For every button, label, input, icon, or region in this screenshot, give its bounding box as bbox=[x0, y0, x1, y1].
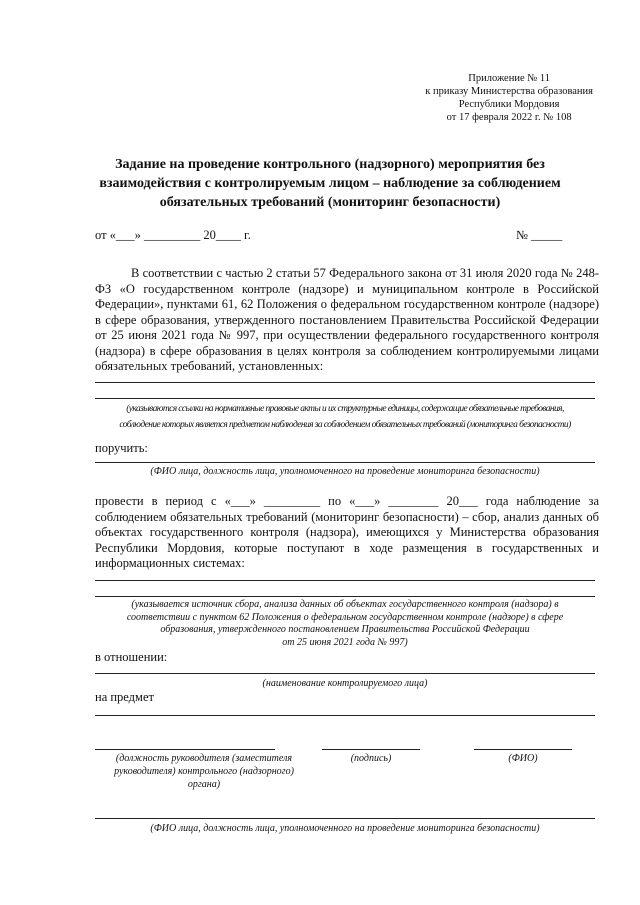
fill-line bbox=[95, 382, 595, 383]
appendix-line-1: Приложение № 11 bbox=[468, 73, 550, 84]
subject-label: на предмет bbox=[95, 690, 154, 704]
fill-line bbox=[95, 462, 595, 463]
assign-label: поручить: bbox=[95, 441, 148, 455]
fill-line bbox=[95, 715, 595, 716]
caption-requirements bbox=[95, 401, 595, 433]
date-field: от «___» _________ 20____ г. bbox=[95, 228, 251, 242]
caption-fio: (ФИО) bbox=[508, 753, 538, 764]
caption-position-line-1: (должность руководителя (заместителя bbox=[115, 753, 293, 764]
paragraph-period: провести в период с «___» _________ по «___» ________ 20___ года наблюдение за соблюдением обязательных требований (мониторинг безопасности) – сбор, анализ данных об объектах государственного контроля (надзора), имеющихся у Министерства образования Республики Мордовия, которые поступают в ходе размещения в государственных и информационных системах: bbox=[95, 494, 599, 570]
title-line-3: обязательных требований (мониторинг безопасности) bbox=[159, 195, 501, 210]
appendix-line-2: к приказу Министерства образования bbox=[425, 86, 593, 97]
paragraph-legal-basis: В соответствии с частью 2 статьи 57 Федерального закона от 31 июля 2020 года № 248-ФЗ «О государственном контроле (надзоре) и муниципальном контроле в Российской Федерации», пунктами 61, 62 Положения о федеральном государственном контроле (надзоре) в сфере образования, утвержденного постановлением Правительства Российской Федерации от 25 июня 2021 года № 997, при осуществлении федерального государственного контроля (надзора) в сфере образования в целях контроля за соблюдением контролируемыми лицами обязательных требований, установленных: bbox=[95, 266, 599, 373]
document-title bbox=[60, 155, 600, 212]
caption-requirements-line-1: (указываются ссылки на нормативные правовые акты и их структурные единицы, содержащие обязательные требования, bbox=[126, 404, 564, 414]
signature-line-position bbox=[95, 749, 275, 750]
fill-line bbox=[95, 398, 595, 399]
caption-sign: (подпись) bbox=[350, 753, 392, 764]
caption-controlled-entity: (наименование контролируемого лица) bbox=[262, 678, 428, 689]
caption-position bbox=[95, 752, 313, 791]
caption-position-line-3: органа) bbox=[187, 779, 221, 790]
appendix-line-3: Республики Мордовия bbox=[458, 99, 560, 110]
signature-line-sign bbox=[322, 749, 420, 750]
caption-source bbox=[95, 599, 595, 649]
appendix-header bbox=[425, 72, 593, 124]
fill-line bbox=[95, 818, 595, 819]
caption-source-line-4: от 25 июня 2021 года № 997) bbox=[282, 636, 408, 648]
caption-source-line-2: соответствии с пунктом 62 Положения о федеральном государственном контроле (надзоре) в сфере bbox=[126, 611, 564, 623]
fill-line bbox=[95, 580, 595, 581]
caption-requirements-line-2: соблюдение которых является предметом наблюдения за соблюдением обязательных требований (мониторинга безопасности) bbox=[119, 420, 571, 430]
title-line-2: взаимодействия с контролируемым лицом – наблюдение за соблюдением bbox=[99, 176, 561, 191]
caption-person-2: (ФИО лица, должность лица, уполномоченного на проведение мониторинга безопасности) bbox=[150, 823, 540, 834]
signature-line-fio bbox=[474, 749, 572, 750]
regarding-label: в отношении: bbox=[95, 650, 168, 664]
number-field: № _____ bbox=[516, 228, 563, 242]
title-line-1: Задание на проведение контрольного (надзорного) мероприятия без bbox=[115, 157, 545, 172]
caption-source-line-1: (указывается источник сбора, анализа данных об объектах государственного контроля (надзора) в bbox=[131, 599, 559, 610]
fill-line bbox=[95, 673, 595, 674]
fill-line bbox=[95, 596, 595, 597]
caption-position-line-2: руководителя) контрольного (надзорного) bbox=[114, 766, 294, 777]
appendix-line-4: от 17 февраля 2022 г. № 108 bbox=[446, 112, 572, 123]
caption-source-line-3: образования, утвержденного постановлением Правительства Российской Федерации bbox=[160, 624, 530, 635]
caption-person-1: (ФИО лица, должность лица, уполномоченного на проведение мониторинга безопасности) bbox=[150, 466, 540, 477]
